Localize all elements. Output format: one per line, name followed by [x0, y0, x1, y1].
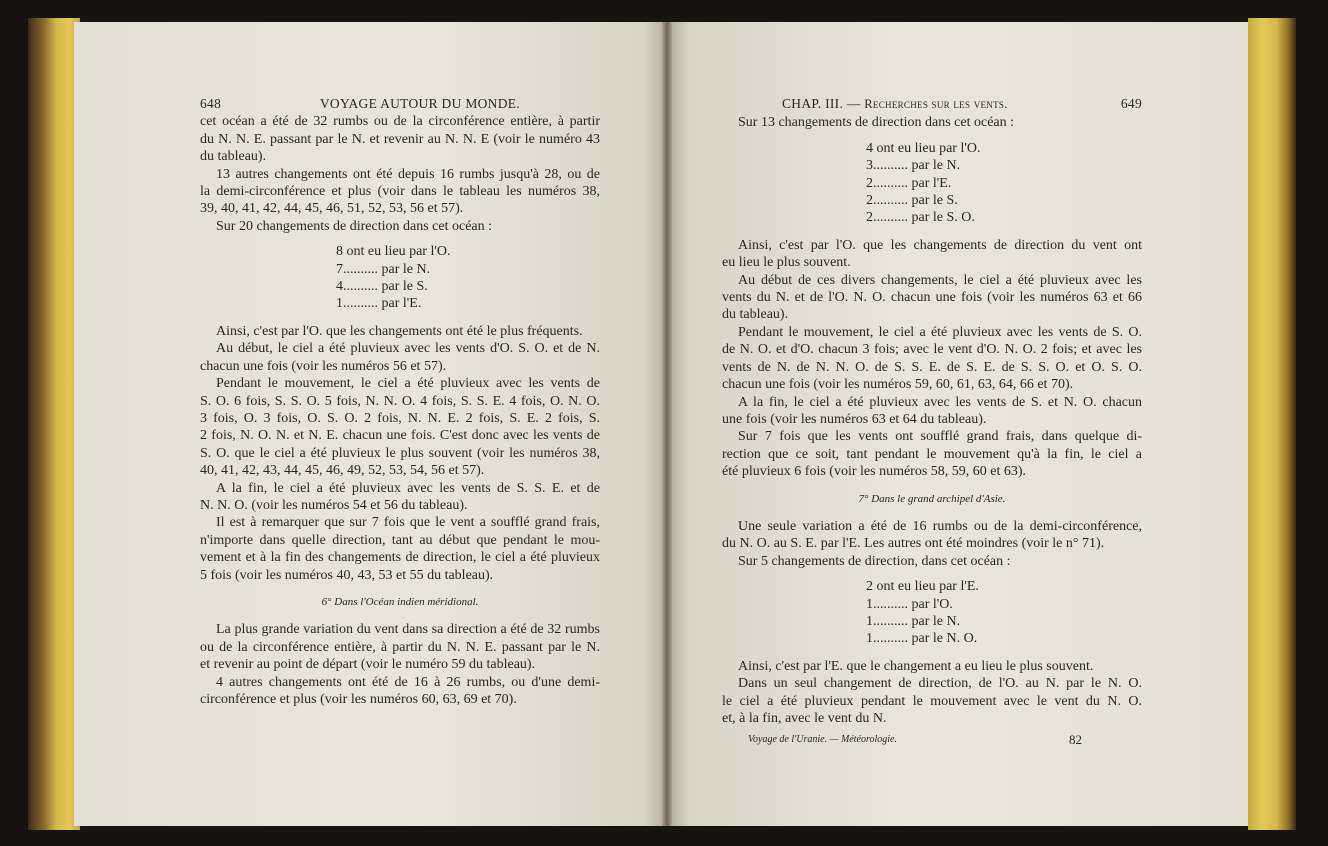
tally-table [200, 243, 600, 313]
text-line: Sur 5 changements de direction, dans cet océan : [738, 553, 1011, 569]
text-line: circonférence et plus (voir les numéros 60, 63, 69 et 70). [200, 692, 517, 707]
paragraph [200, 375, 600, 479]
text-line: 2 fois, N. O. N. et N. E. chacun une fois. C'est donc avec les vents de [200, 428, 600, 444]
text-line: 1.......... par l'O. [866, 596, 953, 612]
signature-mark: 82 [1069, 732, 1082, 748]
text-line: Au début de ces divers changements, le ciel a été pluvieux avec les [738, 272, 1142, 288]
tally-table [722, 140, 1142, 227]
text-line: et, à la fin, avec le vent du N. [722, 711, 887, 726]
text-line: été pluvieux 6 fois (voir les numéros 58, 59, 60 et 63). [722, 464, 1027, 480]
paragraph [200, 621, 600, 673]
text-line: 2 ont eu lieu par l'E. [866, 579, 979, 595]
text-line: Il est à remarquer que sur 7 fois que le vent a soufflé grand frais, [216, 515, 600, 531]
text-line: chacun une fois (voir les numéros 56 et 57). [200, 358, 447, 374]
paragraph [200, 323, 600, 340]
running-head-chapter: CHAP. III. — [782, 96, 865, 111]
page-footer [722, 731, 1142, 748]
text-line: A la fin, le ciel a été pluvieux avec les vents de S. et N. O. chacun [738, 394, 1142, 410]
page-number: 648 [200, 96, 222, 111]
right-page-text [722, 95, 1142, 749]
text-line: 2.......... par le S. [866, 193, 958, 209]
paragraph [722, 518, 1142, 553]
text-line: 13 autres changements ont été depuis 16 rumbs jusqu'à 28, ou de [216, 166, 600, 182]
text-line: vents de N. de N. N. O. de S. S. E. de S. E. de S. S. O. et O. S. O. [722, 359, 1142, 375]
text-line: 8 ont eu lieu par l'O. [336, 244, 451, 260]
text-line: 6° Dans l'Océan indien méridional. [321, 595, 479, 608]
text-line: rection que ce soit, tant pendant le mouvement qu'à la fin, le ciel a [722, 446, 1142, 462]
text-line: 5 fois (voir les numéros 40, 43, 53 et 55 du tableau). [200, 567, 494, 583]
paragraph [200, 218, 600, 235]
text-line: Sur 13 changements de direction dans cet océan : [738, 115, 1015, 131]
text-line: n'importe dans quelle direction, tant au début que pendant le mou- [200, 532, 600, 548]
text-line: du tableau). [200, 149, 267, 165]
running-head-title [782, 95, 1008, 113]
paragraph [722, 675, 1142, 727]
text-line: Ainsi, c'est par l'O. que les changements ont été le plus fréquents. [216, 323, 583, 339]
paragraph [722, 272, 1142, 324]
section-heading [200, 594, 600, 611]
text-line: 1.......... par le N. [866, 613, 961, 629]
text-line: S. O. 6 fois, S. S. O. 5 fois, N. N. O. 4 fois, S. S. E. 4 fois, O. N. O. [200, 393, 600, 409]
right-running-head [722, 95, 1142, 113]
paragraph [200, 113, 600, 165]
text-line: 40, 41, 42, 43, 44, 45, 46, 49, 52, 53, 54, 56 et 57). [200, 463, 485, 479]
text-line: Sur 20 changements de direction dans cet océan : [216, 218, 493, 234]
text-line: la demi-circonférence et plus (voir dans le tableau les numéros 38, [200, 184, 600, 200]
text-line: et revenir au point de départ (voir le numéro 59 du tableau). [200, 657, 536, 673]
text-line: Dans un seul changement de direction, de l'O. au N. par le N. O. [738, 676, 1142, 692]
right-page-body [722, 114, 1142, 727]
paragraph [200, 340, 600, 375]
paragraph [200, 166, 600, 218]
paragraph [722, 658, 1142, 675]
text-line: A la fin, le ciel a été pluvieux avec les vents de S. S. E. et de [216, 480, 600, 496]
text-line: 7.......... par le N. [336, 261, 431, 277]
paragraph [722, 114, 1142, 131]
text-line: Pendant le mouvement, le ciel a été pluvieux avec les vents de S. O. [738, 324, 1142, 340]
text-line: 1.......... par l'E. [336, 296, 422, 312]
text-line: S. O. que le ciel a été pluvieux le plus souvent (voir les numéros 38, [200, 445, 600, 461]
text-line: 2.......... par l'E. [866, 175, 952, 191]
text-line: une fois (voir les numéros 63 et 64 du tableau). [722, 411, 987, 427]
paragraph [722, 237, 1142, 272]
tally-table [722, 578, 1142, 648]
text-line: N. N. O. (voir les numéros 54 et 56 du tableau). [200, 497, 468, 513]
text-line: 39, 40, 41, 42, 44, 45, 46, 51, 52, 53, 56 et 57). [200, 201, 464, 217]
text-line: eu lieu le plus souvent. [722, 255, 851, 271]
text-line: le ciel a été pluvieux pendant le mouvement avec le vent du N. O. [722, 693, 1142, 709]
paragraph [200, 674, 600, 709]
text-line: vents du N. et de l'O. N. O. chacun une fois (voir les numéros 63 et 66 [722, 290, 1142, 306]
gilt-page-edges-right [1248, 18, 1296, 830]
text-line: cet océan a été de 32 rumbs ou de la circonférence entière, à partir [200, 114, 600, 130]
text-line: 3.......... par le N. [866, 158, 961, 174]
paragraph [722, 428, 1142, 480]
text-line: du N. N. E. passant par le N. et revenir au N. N. E (voir le numéro 43 [200, 131, 600, 147]
text-line: de N. O. et d'O. chacun 3 fois; avec le vent d'O. N. O. 2 fois; et avec les [722, 342, 1142, 358]
text-line: vement et à la fin des changements de direction, le ciel a été pluvieux [200, 550, 600, 566]
text-line: chacun une fois (voir les numéros 59, 60, 61, 63, 64, 66 et 70). [722, 377, 1074, 393]
text-line: Sur 7 fois que les vents ont soufflé grand frais, dans quelque di- [738, 429, 1142, 445]
paragraph [200, 514, 600, 584]
text-line: Ainsi, c'est par l'E. que le changement a eu lieu le plus souvent. [738, 658, 1094, 674]
text-line: ou de la circonférence entière, à partir du N. N. E. passant par le N. [200, 639, 600, 655]
text-line: du tableau). [722, 307, 789, 323]
page-number: 649 [1120, 96, 1142, 111]
section-heading [722, 491, 1142, 508]
gilt-page-edges-left [28, 18, 80, 830]
paragraph [722, 553, 1142, 570]
text-line: Au début, le ciel a été pluvieux avec les vents d'O. S. O. et de N. [216, 341, 600, 357]
running-head-subject: Recherches sur les vents. [864, 97, 1008, 111]
text-line: 4 ont eu lieu par l'O. [866, 140, 981, 156]
text-line: Ainsi, c'est par l'O. que les changements de direction du vent ont [738, 237, 1142, 253]
paragraph [722, 324, 1142, 394]
text-line: 1.......... par le N. O. [866, 631, 978, 647]
running-head-title: VOYAGE AUTOUR DU MONDE. [319, 96, 520, 111]
right-page [672, 22, 1248, 826]
left-page-body [200, 113, 600, 708]
paragraph [200, 480, 600, 515]
text-line: La plus grande variation du vent dans sa direction a été de 32 rumbs [216, 622, 600, 638]
text-line: 7° Dans le grand archipel d'Asie. [858, 492, 1006, 505]
text-line: Pendant le mouvement, le ciel a été pluvieux avec les vents de [216, 376, 600, 392]
text-line: 2.......... par le S. O. [866, 210, 975, 226]
text-line: 4 autres changements ont été de 16 à 26 rumbs, ou d'une demi- [216, 674, 600, 690]
book-gutter [662, 22, 672, 826]
footer-title: Voyage de l'Uranie. — Météorologie. [748, 734, 897, 746]
text-line: 3 fois, O. 3 fois, O. S. O. 2 fois, N. N. E. 2 fois, S. E. 2 fois, S. [200, 410, 600, 426]
text-line: 4.......... par le S. [336, 279, 428, 295]
left-page-text [200, 95, 600, 708]
paragraph [722, 394, 1142, 429]
text-line: du N. O. au S. E. par l'E. Les autres ont été moindres (voir le n° 71). [722, 536, 1105, 552]
left-running-head [200, 95, 600, 112]
text-line: Une seule variation a été de 16 rumbs ou de la demi-circonférence, [738, 518, 1142, 534]
left-page [74, 22, 662, 826]
